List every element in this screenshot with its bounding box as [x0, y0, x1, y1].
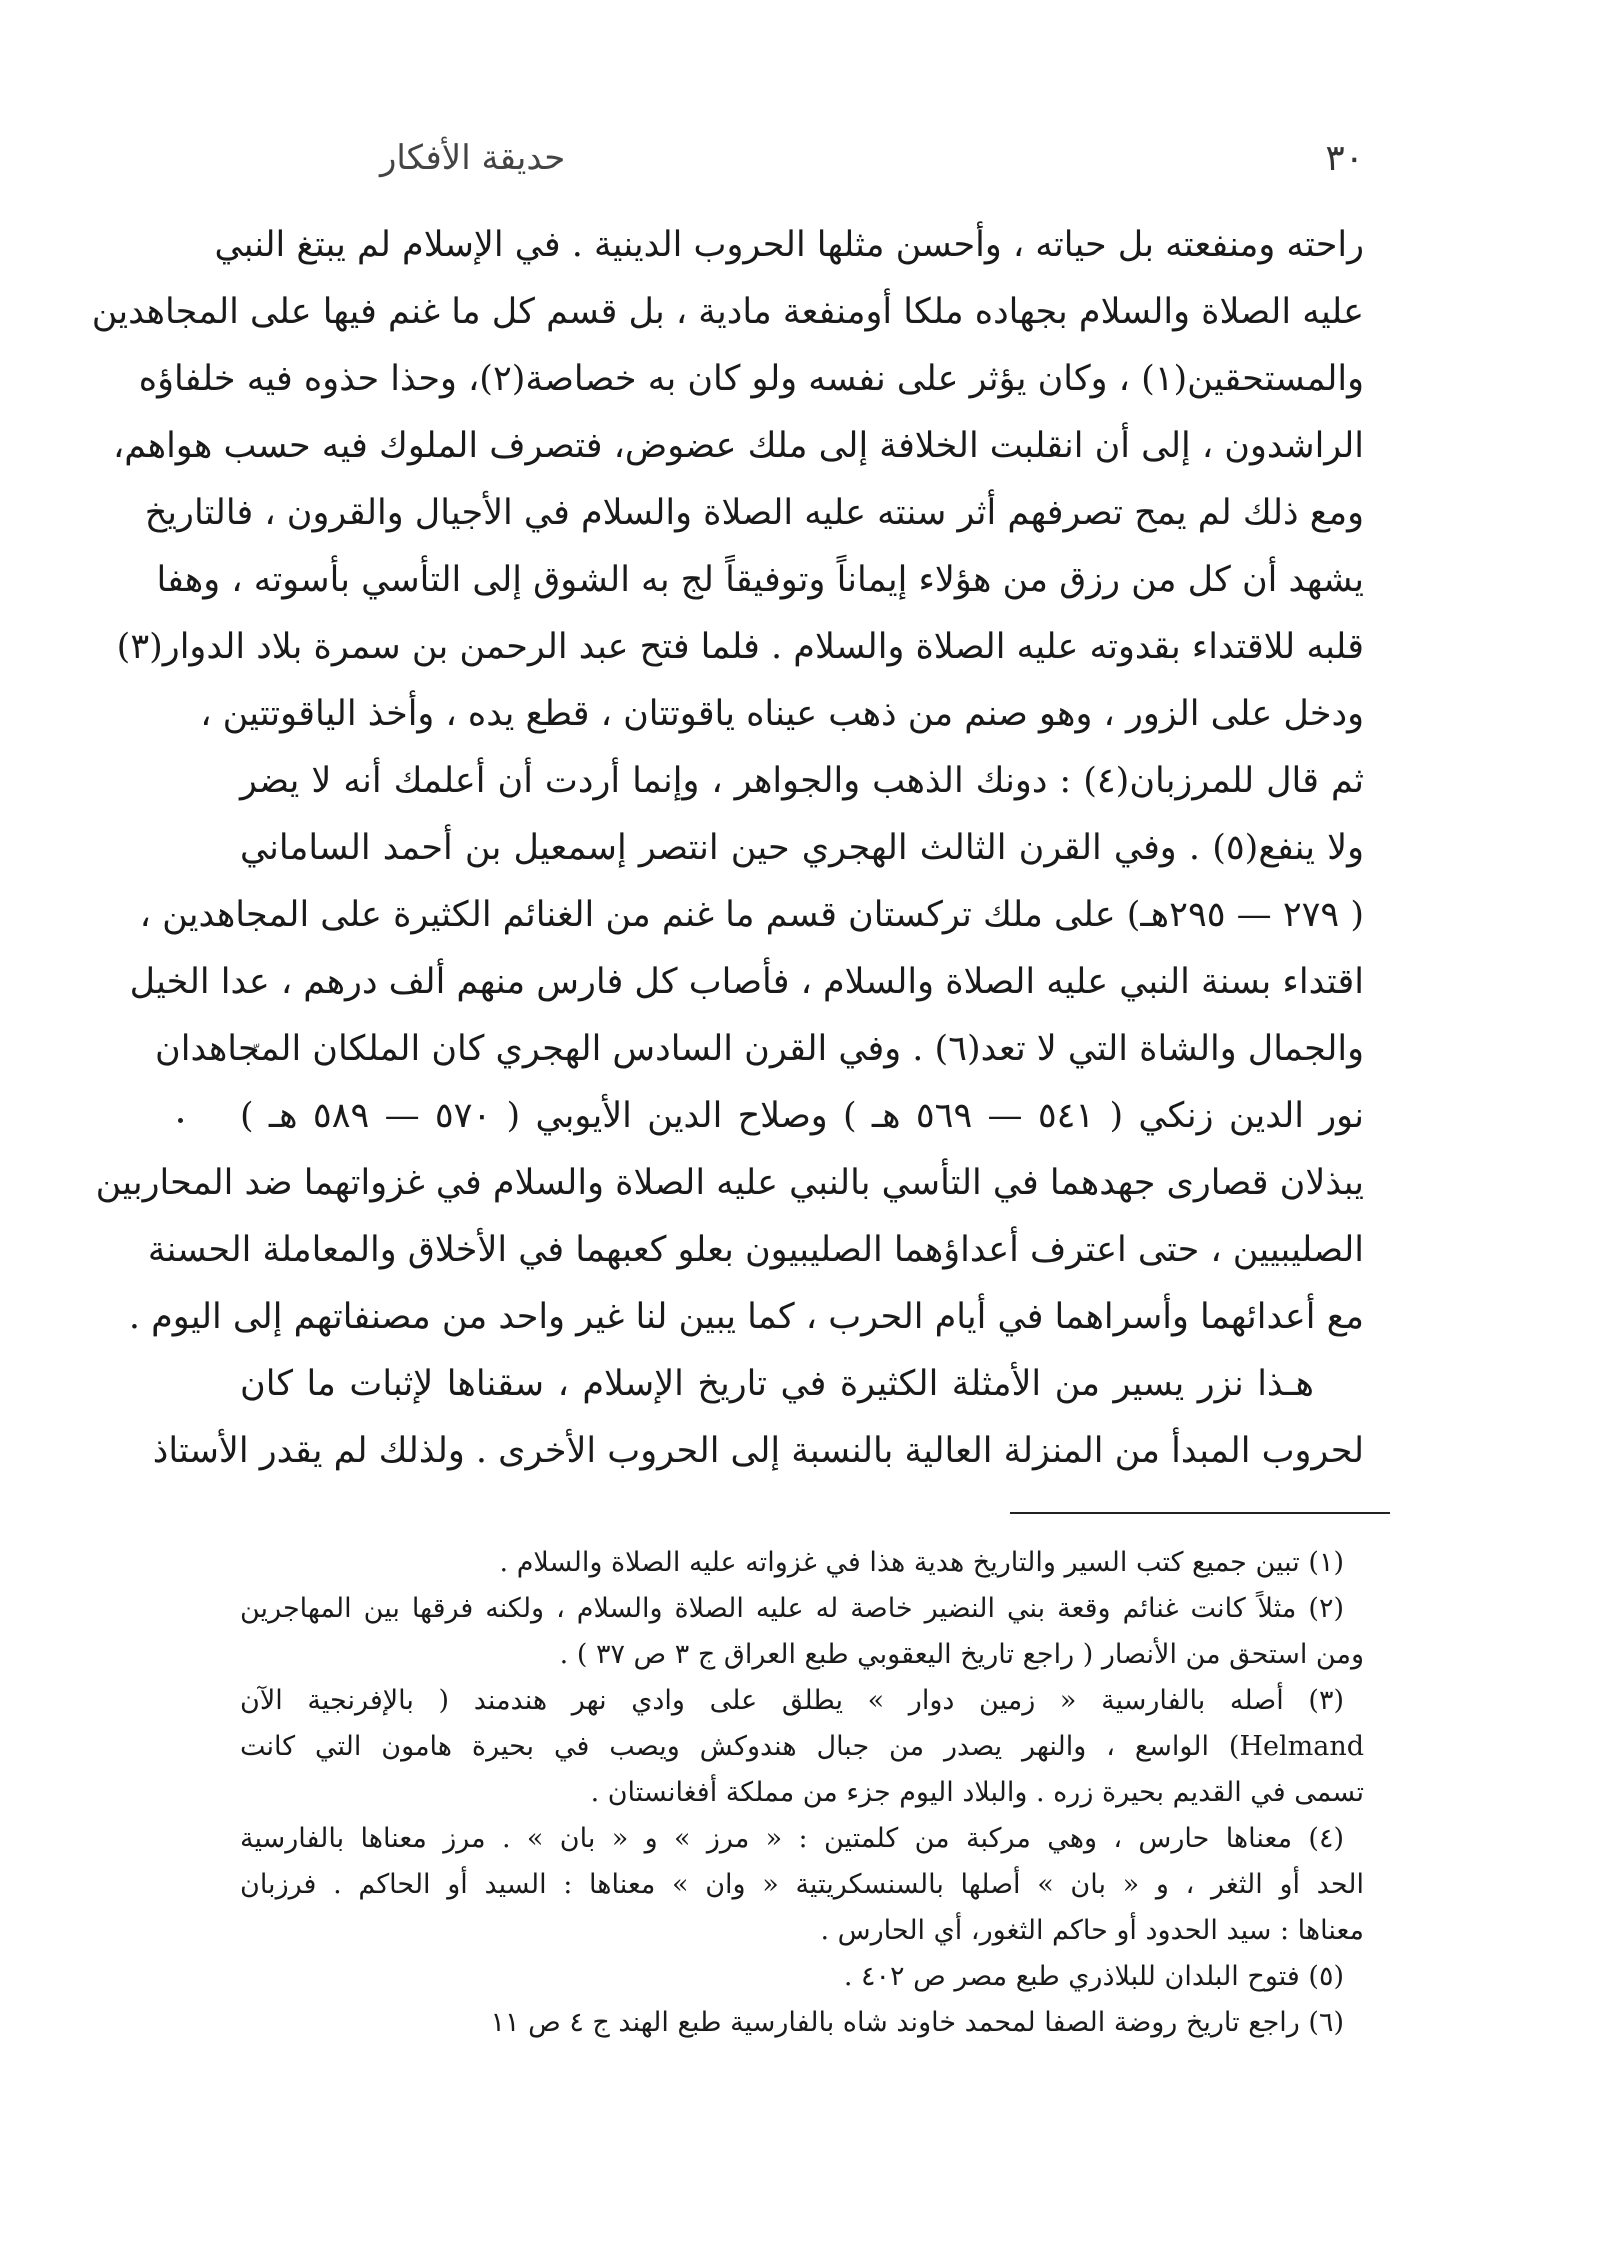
footnote-line: الحد أو الثغر ، و « بان » أصلها بالسنسكريتية « وان » معناها : السيد أو الحاكم . فرزبان [240, 1869, 1364, 1900]
text-line: اقتداء بسنة النبي عليه الصلاة والسلام ، فأصاب كل فارس منهم ألف درهم ، عدا الخيل [129, 962, 1364, 1002]
main-text [91, 212, 1365, 1485]
footnote-line: Helmand) الواسع ، والنهر يصدر من جبال هندوكش ويصب في بحيرة هامون التي كانت [240, 1731, 1364, 1762]
text-line: هـذا نزر يسير من الأمثلة الكثيرة في تاريخ الإسلام ، سقناها لإثبات ما كان [240, 1364, 1314, 1404]
text-line: يشهد أن كل من رزق من هؤلاء إيماناً وتوفيقاً لج به الشوق إلى التأسي بأسوته ، وهفا [156, 560, 1364, 600]
text-line: ( ٢٧٩ — ٢٩٥هـ) على ملك تركستان قسم ما غنم من الغنائم الكثيرة على المجاهدين ، [139, 895, 1364, 935]
footnote-line: (٥) فتوح البلدان للبلاذري طبع مصر ص ٤٠٢ . [843, 1961, 1344, 1992]
text-line: والمستحقين(١) ، وكان يؤثر على نفسه ولو كان به خصاصة(٢)، وحذا حذوه فيه خلفاؤه [138, 359, 1364, 399]
margin-dot [178, 1118, 183, 1123]
footnotes [240, 1540, 1364, 2046]
footnote-line: (١) تبين جميع كتب السير والتاريخ هدية هذا في غزواته عليه الصلاة والسلام . [499, 1547, 1344, 1578]
page-header [240, 128, 1364, 188]
text-line: ثم قال للمرزبان(٤) : دونك الذهب والجواهر ، وإنما أردت أن أعلمك أنه لا يضر [240, 761, 1364, 801]
text-line: ومع ذلك لم يمح تصرفهم أثر سنته عليه الصلاة والسلام في الأجيال والقرون ، فالتاريخ [144, 493, 1364, 533]
footnote-line: (٣) أصله بالفارسية « زمين دوار » يطلق على وادي نهر هندمند ( بالإفرنجية الآن [240, 1685, 1344, 1716]
text-line: ولا ينفع(٥) . وفي القرن الثالث الهجري حين انتصر إسمعيل بن أحمد الساماني [240, 828, 1365, 868]
text-line: ودخل على الزور ، وهو صنم من ذهب عيناه ياقوتتان ، قطع يده ، وأخذ الياقوتتين ، [200, 694, 1364, 734]
footnote-line: (٤) معناها حارس ، وهي مركبة من كلمتين : « مرز » و « بان » . مرز معناها بالفارسية [240, 1823, 1344, 1854]
running-title: حديقة الأفكار [380, 138, 566, 178]
text-line: الصليبيين ، حتى اعترف أعداؤهما الصليبيون بعلو كعبهما في الأخلاق والمعاملة الحسنة [147, 1230, 1364, 1270]
text-line: والجمال والشاة التي لا تعد(٦) . وفي القرن السادس الهجري كان الملكان المجاهدان [155, 1029, 1364, 1069]
text-line: قلبه للاقتداء بقدوته عليه الصلاة والسلام . فلما فتح عبد الرحمن بن سمرة بلاد الدوار(٣) [116, 627, 1364, 667]
text-line: نور الدين زنكي ( ٥٤١ — ٥٦٩ هـ ) وصلاح الدين الأيوبي ( ٥٧٠ — ٥٨٩ هـ ) [240, 1096, 1364, 1136]
footnote-line: معناها : سيد الحدود أو حاكم الثغور، أي الحارس . [820, 1915, 1364, 1946]
footnote-line: (٦) راجع تاريخ روضة الصفا لمحمد خاوند شاه بالفارسية طبع الهند ج ٤ ص ١١ [490, 2007, 1344, 2038]
footnote-line: (٢) مثلاً كانت غنائم وقعة بني النضير خاصة له عليه الصلاة والسلام ، ولكنه فرقها بين المهاجرين [240, 1593, 1344, 1624]
footnote-line: ومن استحق من الأنصار ( راجع تاريخ اليعقوبي طبع العراق ج ٣ ص ٣٧ ) . [559, 1639, 1364, 1670]
footnote-line: تسمى في القديم بحيرة زره . والبلاد اليوم جزء من مملكة أفغانستان . [590, 1777, 1364, 1808]
text-line: مع أعدائهما وأسراهما في أيام الحرب ، كما يبين لنا غير واحد من مصنفاتهم إلى اليوم . [128, 1297, 1364, 1337]
text-line: يبذلان قصارى جهدهما في التأسي بالنبي عليه الصلاة والسلام في غزواتهما ضد المحاربين [95, 1163, 1364, 1203]
text-line: الراشدون ، إلى أن انقلبت الخلافة إلى ملك عضوض، فتصرف الملوك فيه حسب هواهم، [113, 426, 1364, 466]
footnote-separator [1010, 1512, 1390, 1514]
text-line: راحته ومنفعته بل حياته ، وأحسن مثلها الحروب الدينية . في الإسلام لم يبتغ النبي [214, 225, 1364, 265]
text-line: عليه الصلاة والسلام بجهاده ملكا أومنفعة مادية ، بل قسم كل ما غنم فيها على المجاهدين [91, 292, 1364, 332]
page-number: ٣٠ [1325, 137, 1364, 179]
text-line: لحروب المبدأ من المنزلة العالية بالنسبة إلى الحروب الأخرى . ولذلك لم يقدر الأستاذ [152, 1431, 1364, 1471]
